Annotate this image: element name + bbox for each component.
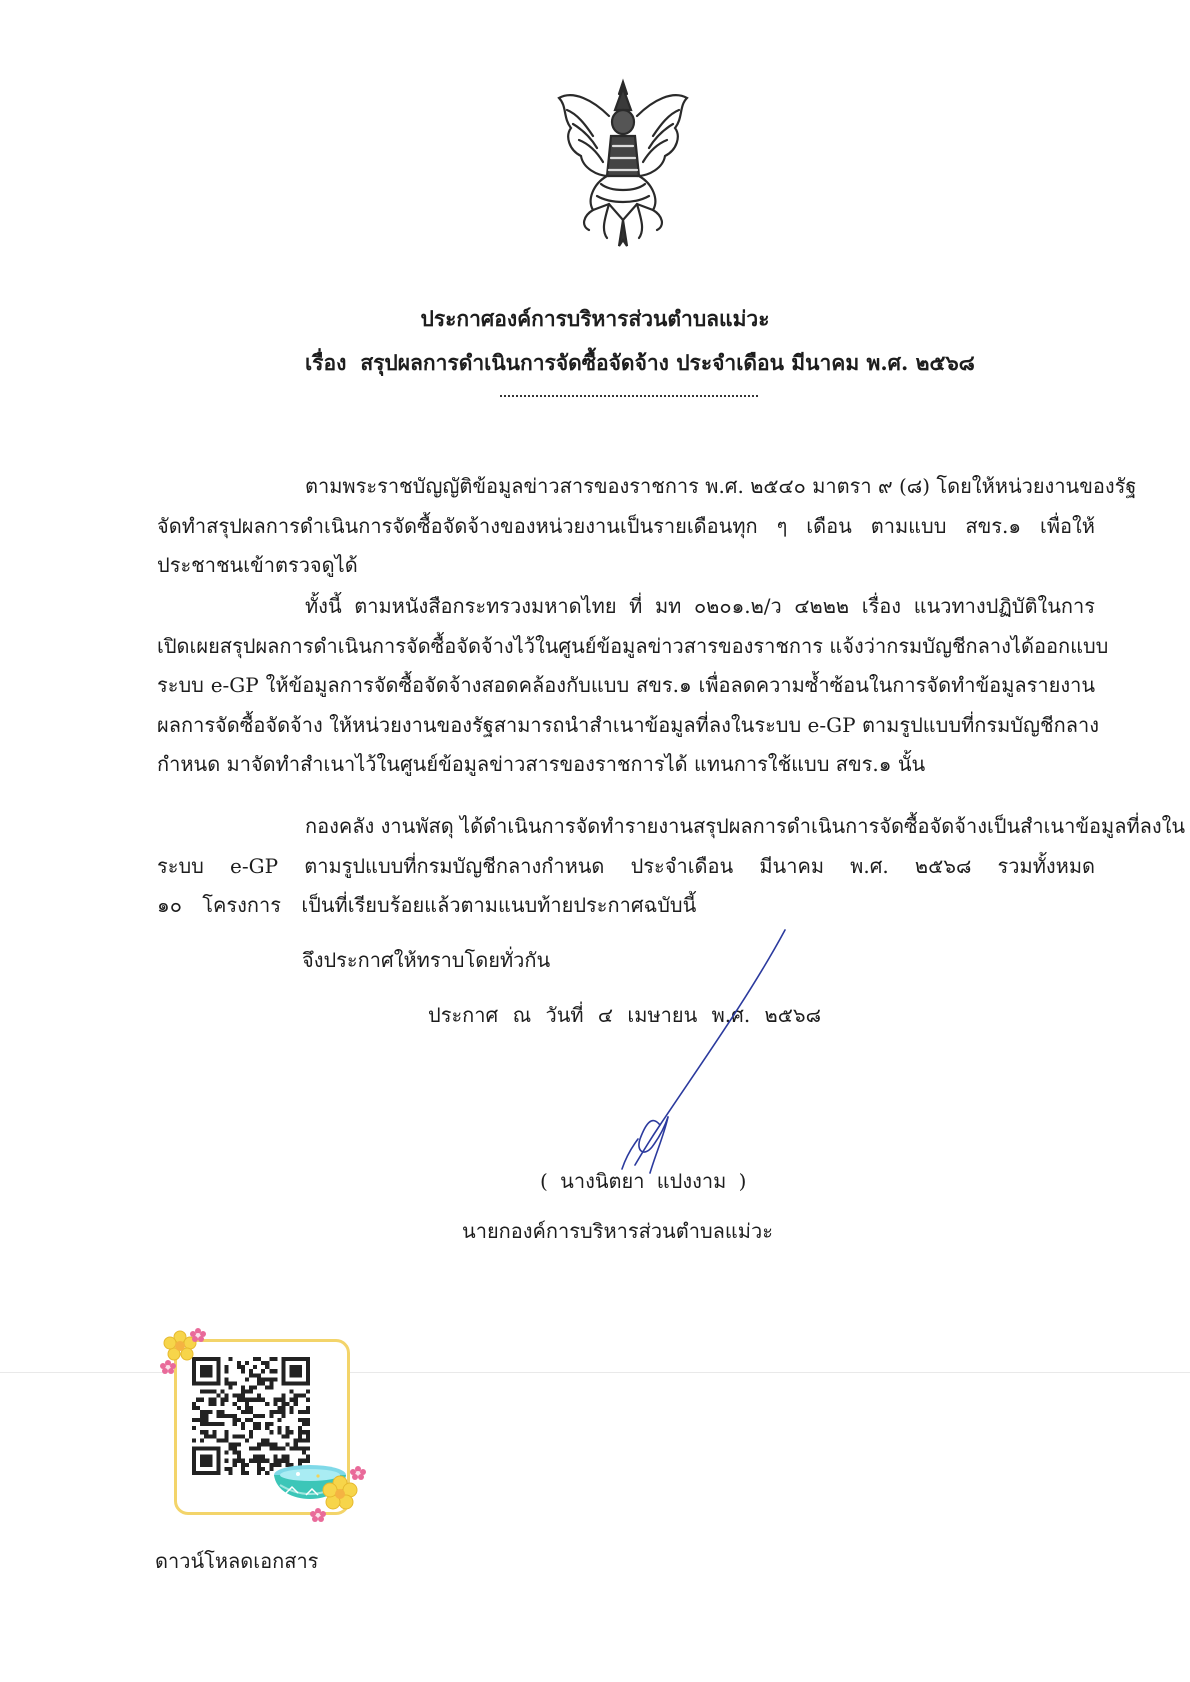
paragraph-line: ตามพระราชบัญญัติข้อมูลข่าวสารของราชการ พ.ศ. ๒๕๔๐ มาตรา ๙ (๘) โดยให้หน่วยงานของรัฐ — [305, 474, 1137, 498]
paragraph-3 — [157, 807, 1186, 926]
signer-position: นายกองค์การบริหารส่วนตำบลแม่วะ — [462, 1219, 773, 1243]
paragraph-line: กำหนด มาจัดทำสำเนาไว้ในศูนย์ข้อมูลข่าวสารของราชการได้ แทนการใช้แบบ สขร.๑ นั้น — [157, 752, 926, 776]
announcement-subject — [305, 348, 975, 378]
paragraph-line: ผลการจัดซื้อจัดจ้าง ให้หน่วยงานของรัฐสามารถนำสำเนาข้อมูลที่ลงในระบบ e-GP ตามรูปแบบที่กรมบัญชีกลาง — [157, 712, 1099, 737]
garuda-emblem-icon — [553, 80, 693, 250]
download-document-label[interactable]: ดาวน์โหลดเอกสาร — [155, 1549, 319, 1573]
announcement-date: ประกาศ ณ วันที่ ๔ เมษายน พ.ศ. ๒๕๖๘ — [428, 1003, 821, 1027]
paragraph-2 — [157, 587, 1109, 785]
flower-decoration-icon — [160, 1325, 216, 1381]
paragraph-line: เปิดเผยสรุปผลการดำเนินการจัดซื้อจัดจ้างไว้ในศูนย์ข้อมูลข่าวสารของราชการ แจ้งว่ากรมบัญชีกลางได้ออกแบบ — [157, 633, 1109, 658]
paragraph-line: จัดทำสรุปผลการดำเนินการจัดซื้อจัดจ้างของหน่วยงานเป็นรายเดือนทุก ๆ เดือน ตามแบบ สขร.๑ เพื่อให้ — [157, 513, 1095, 538]
paragraph-line: ระบบ e-GP ให้ข้อมูลการจัดซื้อจัดจ้างสอดคล้องกับแบบ สขร.๑ เพื่อลดความซ้ำซ้อนในการจัดทำข้อมูลรายงาน — [157, 673, 1095, 697]
paragraph-line: ๑๐ โครงการ เป็นที่เรียบร้อยแล้วตามแนบท้ายประกาศฉบับนี้ — [157, 893, 697, 917]
subject-label: เรื่อง — [305, 350, 347, 375]
paragraph-line: ระบบ e-GP ตามรูปแบบที่กรมบัญชีกลางกำหนด ประจำเดือน มีนาคม พ.ศ. ๒๕๖๘ รวมทั้งหมด — [157, 853, 1095, 878]
closing-statement: จึงประกาศให้ทราบโดยทั่วกัน — [302, 948, 551, 972]
qr-download-card[interactable] — [160, 1325, 370, 1525]
paragraph-line: กองคลัง งานพัสดุ ได้ดำเนินการจัดทำรายงานสรุปผลการดำเนินการจัดซื้อจัดจ้างเป็นสำเนาข้อมูลที่ลงใน — [305, 814, 1186, 838]
announcement-title: ประกาศองค์การบริหารส่วนตำบลแม่วะ — [420, 306, 770, 331]
paragraph-1 — [157, 467, 1137, 586]
paragraph-line: ประชาชนเข้าตรวจดูได้ — [157, 553, 358, 577]
bowl-decoration-icon — [270, 1445, 370, 1525]
paragraph-line: ทั้งนี้ ตามหนังสือกระทรวงมหาดไทย ที่ มท ๐๒๐๑.๒/ว ๔๒๒๒ เรื่อง แนวทางปฏิบัติในการ — [305, 594, 1095, 618]
subject-text: สรุปผลการดำเนินการจัดซื้อจัดจ้าง ประจำเดือน มีนาคม พ.ศ. ๒๕๖๘ — [360, 350, 975, 375]
signer-name: ( นางนิตยา แปงงาม ) — [540, 1169, 747, 1193]
dotted-separator — [500, 395, 758, 397]
signature-stroke — [560, 925, 800, 1185]
